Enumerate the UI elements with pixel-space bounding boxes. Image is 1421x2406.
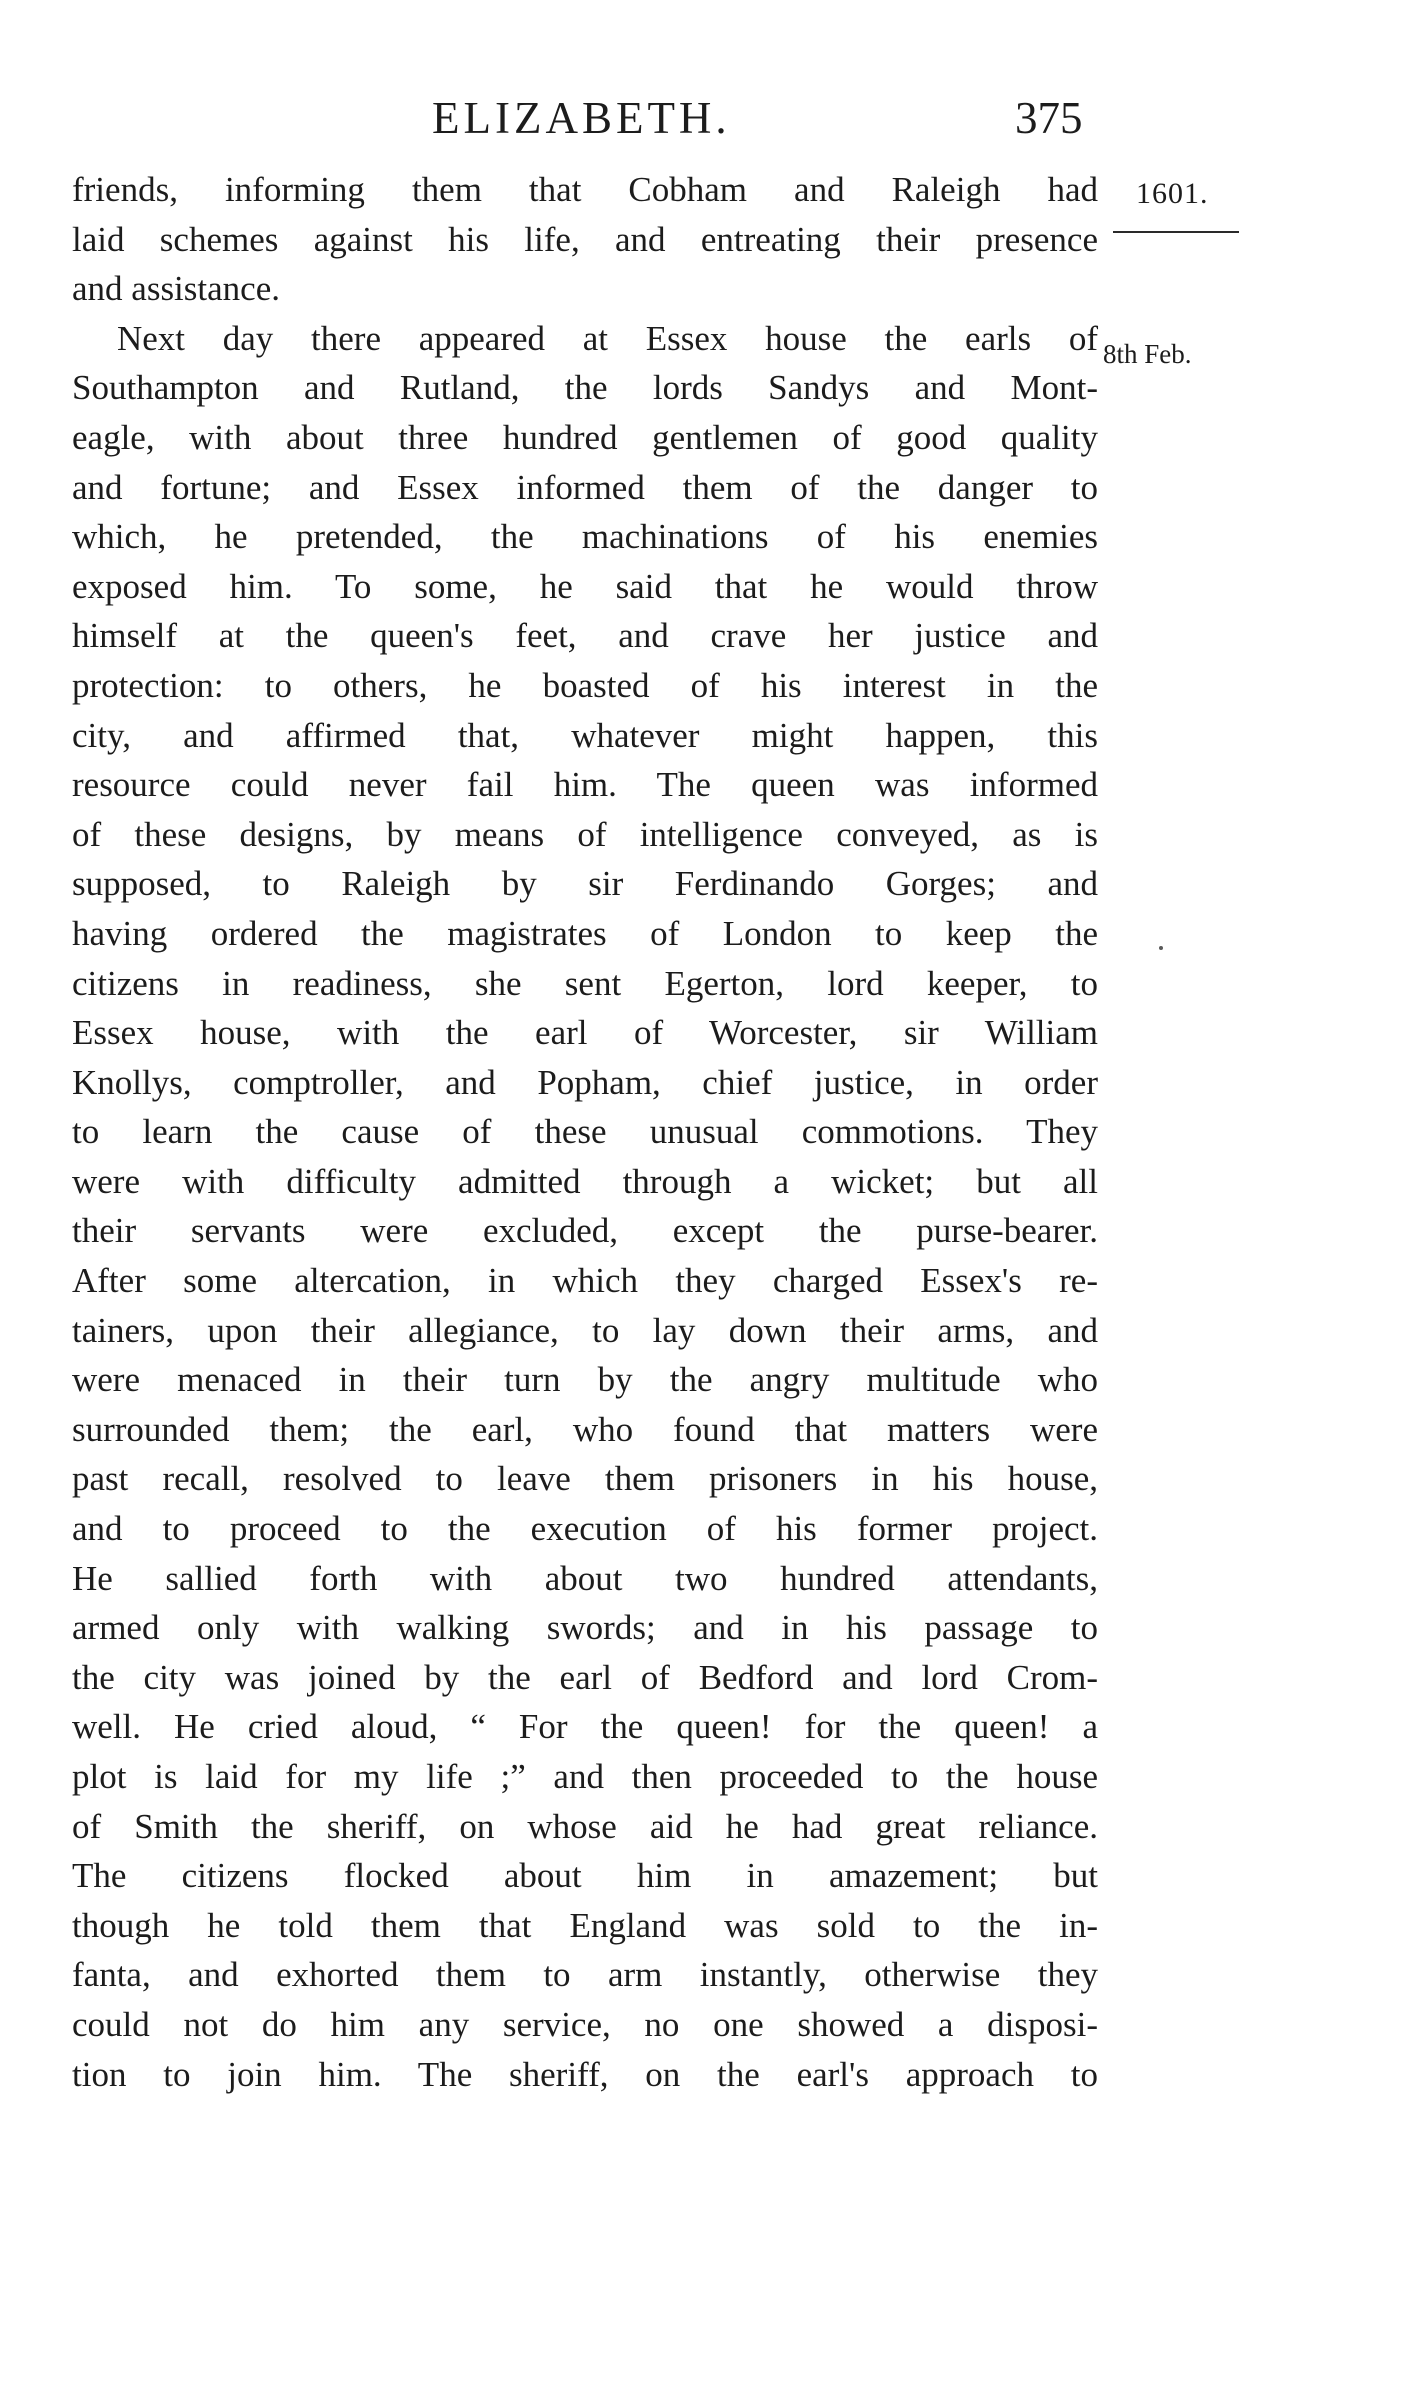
text-line: friends, informing them that Cobham and Raleigh had — [72, 170, 1098, 209]
text-line: Next day there appeared at Essex house the earls of — [117, 318, 1098, 358]
running-header — [0, 88, 1421, 148]
text-line: himself at the queen's feet, and crave her justice and — [72, 616, 1098, 656]
text-line: were with difficulty admitted through a wicket; but all — [72, 1161, 1098, 1201]
text-line: armed only with walking swords; and in his passage to — [72, 1608, 1098, 1648]
text-line: of these designs, by means of intelligence conveyed, as is — [72, 814, 1098, 854]
text-line: past recall, resolved to leave them prisoners in his house, — [72, 1459, 1098, 1499]
text-line: eagle, with about three hundred gentlemen of good quality — [72, 417, 1098, 457]
text-line: and fortune; and Essex informed them of the danger to — [72, 467, 1098, 507]
text-line: to learn the cause of these unusual commotions. They — [72, 1112, 1098, 1152]
text-line: protection: to others, he boasted of his interest in the — [72, 665, 1098, 705]
text-line: having ordered the magistrates of London to keep the — [72, 913, 1098, 953]
margin-note-year: 1601. — [1136, 177, 1209, 210]
text-line: their servants were excluded, except the purse-bearer. — [72, 1211, 1098, 1251]
text-line: Knollys, comptroller, and Popham, chief justice, in order — [72, 1062, 1098, 1102]
text-line: citizens in readiness, she sent Egerton, lord keeper, to — [72, 963, 1098, 1003]
text-line: Essex house, with the earl of Worcester, sir William — [72, 1013, 1098, 1053]
text-line: fanta, and exhorted them to arm instantly, otherwise they — [72, 1955, 1098, 1995]
print-speck — [1159, 946, 1163, 950]
running-title: ELIZABETH. — [432, 93, 731, 143]
text-line: resource could never fail him. The queen was informed — [72, 765, 1098, 805]
text-line: the city was joined by the earl of Bedford and lord Crom- — [72, 1657, 1098, 1697]
text-line: of Smith the sheriff, on whose aid he had great reliance. — [72, 1806, 1098, 1846]
margin-note-date: 8th Feb. — [1103, 339, 1192, 369]
margin-rule — [1113, 231, 1239, 233]
text-line: could not do him any service, no one showed a disposi- — [72, 2004, 1098, 2044]
text-line: He sallied forth with about two hundred attendants, — [72, 1558, 1098, 1598]
text-line: surrounded them; the earl, who found that matters were — [72, 1409, 1098, 1449]
text-line: The citizens flocked about him in amazement; but — [72, 1856, 1098, 1896]
text-line: which, he pretended, the machinations of his enemies — [72, 517, 1098, 557]
text-line: well. He cried aloud, “ For the queen! for the queen! a — [72, 1707, 1098, 1747]
text-line: were menaced in their turn by the angry multitude who — [72, 1360, 1098, 1400]
text-line: exposed him. To some, he said that he would throw — [72, 566, 1098, 606]
text-line: After some altercation, in which they charged Essex's re- — [72, 1261, 1098, 1301]
text-line: and assistance. — [72, 269, 280, 309]
text-line: tion to join him. The sheriff, on the earl's approach to — [72, 2054, 1098, 2094]
body-text — [72, 165, 1098, 2099]
text-line: Southampton and Rutland, the lords Sandys and Mont- — [72, 368, 1098, 408]
text-line: tainers, upon their allegiance, to lay down their arms, and — [72, 1310, 1098, 1350]
text-line: plot is laid for my life ;” and then proceeded to the house — [72, 1757, 1098, 1796]
text-line: and to proceed to the execution of his former project. — [72, 1509, 1098, 1549]
text-line: laid schemes against his life, and entreating their presence — [72, 219, 1098, 259]
page-number: 375 — [1015, 93, 1083, 143]
text-line: though he told them that England was sold to the in- — [72, 1905, 1098, 1945]
text-line: supposed, to Raleigh by sir Ferdinando Gorges; and — [72, 864, 1098, 904]
text-line: city, and affirmed that, whatever might happen, this — [72, 715, 1098, 755]
